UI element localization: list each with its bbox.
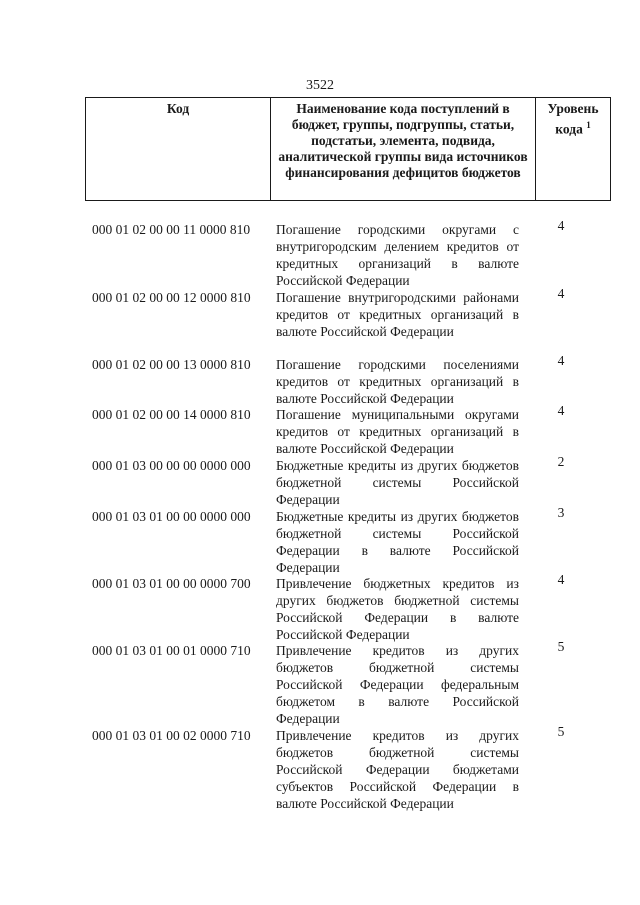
row-code: 000 01 02 00 00 13 0000 810 [92, 357, 251, 372]
row-code: 000 01 02 00 00 14 0000 810 [92, 407, 251, 422]
row-level: 2 [557, 454, 565, 469]
row-code: 000 01 02 00 00 11 0000 810 [92, 222, 251, 237]
row-code: 000 01 03 01 00 00 0000 700 [92, 576, 251, 591]
row-code: 000 01 03 00 00 00 0000 000 [92, 458, 251, 473]
row-name: Бюджетные кредиты из других бюджетов бюджетной системы Российской Федерации [276, 458, 519, 507]
page-number: 3522 [306, 78, 334, 93]
row-name: Погашение городскими поселениями кредитов от кредитных организаций в валюте Российской Федерации [276, 357, 519, 406]
row-level: 4 [557, 286, 565, 301]
row-name: Привлечение кредитов из других бюджетов бюджетной системы Российской Федерации бюджетами субъектов Российской Федерации в валюте Российской Федерации [276, 728, 519, 811]
row-level: 4 [557, 353, 565, 368]
row-name: Погашение внутригородскими районами кредитов от кредитных организаций в валюте Российской Федерации [276, 290, 519, 339]
row-name: Бюджетные кредиты из других бюджетов бюджетной системы Российской Федерации в валюте Российской Федерации [276, 509, 519, 575]
header-code-label: Код [166, 101, 190, 116]
row-name: Привлечение кредитов из других бюджетов бюджетной системы Российской Федерации федеральным бюджетом в валюте Российской Федерации [276, 643, 519, 726]
row-name: Погашение муниципальными округами кредитов от кредитных организаций в валюте Российской Федерации [276, 407, 519, 456]
row-level: 3 [557, 505, 565, 520]
row-level: 4 [557, 572, 565, 587]
row-code: 000 01 03 01 00 02 0000 710 [92, 728, 251, 743]
row-level: 5 [557, 639, 565, 654]
header-level-label: Уровень кода [547, 101, 599, 137]
row-name: Погашение городскими округами с внутригородским делением кредитов от кредитных организаций в валюте Российской Федерации [276, 222, 519, 288]
row-level: 4 [557, 403, 565, 418]
row-name: Привлечение бюджетных кредитов из других бюджетов бюджетной системы Российской Федерации в валюте Российской Федерации [276, 576, 519, 642]
row-code: 000 01 03 01 00 01 0000 710 [92, 643, 251, 658]
row-level: 4 [557, 218, 565, 233]
row-level: 5 [557, 724, 565, 739]
row-code: 000 01 03 01 00 00 0000 000 [92, 509, 251, 524]
row-code: 000 01 02 00 00 12 0000 810 [92, 290, 251, 305]
footnote-marker: 1 [586, 120, 591, 130]
header-name-label: Наименование кода поступлений в бюджет, группы, подгруппы, статьи, подстатьи, элемента, подвида, аналитической группы вида источников финансирования дефицитов бюджетов [278, 101, 528, 180]
